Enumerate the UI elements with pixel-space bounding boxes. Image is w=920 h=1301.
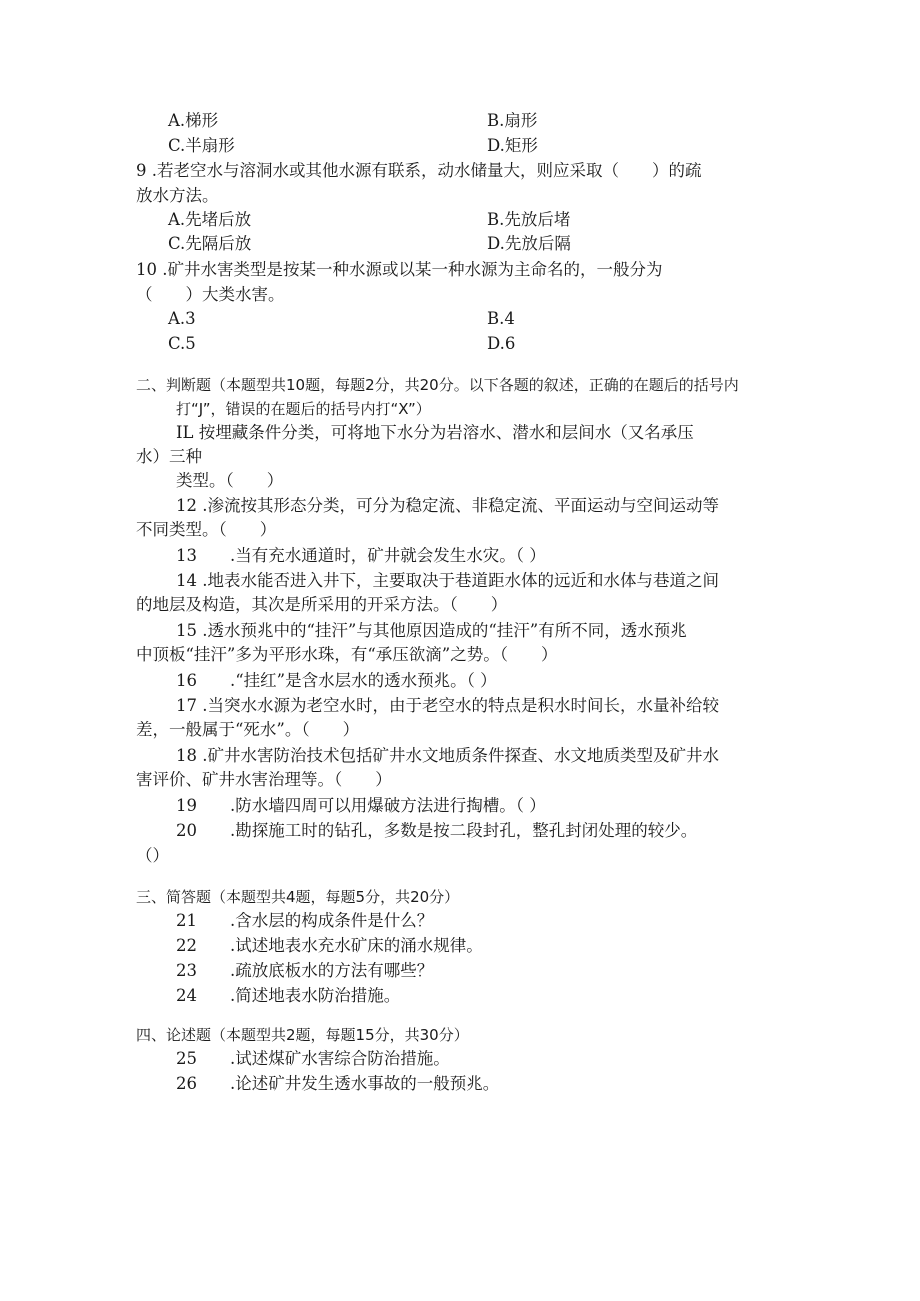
q22-text: .试述地表水充水矿床的涌水规律。 <box>230 936 483 955</box>
q21 <box>176 910 433 932</box>
q20 <box>176 820 697 842</box>
q8-option-d: D.矩形 <box>487 136 538 155</box>
q26 <box>176 1073 499 1095</box>
q9-stem-line2: 放水方法。 <box>136 186 219 205</box>
q19-number: 19 <box>176 796 197 815</box>
q16-number: 16 <box>176 671 197 690</box>
q12-line2: 不同类型。（ ） <box>136 520 277 539</box>
section2-heading: 二、判断题（本题型共10题，每题2分，共20分。以下各题的叙述，正确的在题后的括号内 <box>136 376 739 394</box>
q15-line1: 15 .透水预兆中的“挂汗”与其他原因造成的“挂汗”有所不同，透水预兆 <box>176 621 687 640</box>
q11-line2: 水）三种 <box>136 447 202 466</box>
q9-option-b: B.先放后堵 <box>487 210 571 229</box>
q25-number: 25 <box>176 1049 197 1068</box>
q10-option-d: D.6 <box>487 334 516 353</box>
q10-stem-line1: 10 .矿井水害类型是按某一种水源或以某一种水源为主命名的，一般分为 <box>136 260 663 279</box>
q9-option-d: D.先放后隔 <box>487 234 571 253</box>
q8-option-a: A.梯形 <box>168 111 219 130</box>
q22 <box>176 935 483 957</box>
q11-line3: 类型。（ ） <box>176 471 284 490</box>
q26-text: .论述矿井发生透水事故的一般预兆。 <box>230 1074 500 1093</box>
q22-number: 22 <box>176 936 197 955</box>
q20-text: .勘探施工时的钻孔，多数是按二段封孔，整孔封闭处理的较少。 <box>230 821 698 840</box>
q8-option-b: B.扇形 <box>487 111 538 130</box>
q17-line1: 17 .当突水水源为老空水时，由于老空水的特点是积水时间长，水量补给较 <box>176 696 719 715</box>
q24-text: .简述地表水防治措施。 <box>230 986 401 1005</box>
q23-number: 23 <box>176 961 197 980</box>
q10-option-b: B.4 <box>487 309 515 328</box>
q10-option-a: A.3 <box>168 309 196 328</box>
q13-number: 13 <box>176 546 197 565</box>
q16 <box>176 670 497 692</box>
q23-text: .疏放底板水的方法有哪些？ <box>230 961 434 980</box>
q10-option-c: C.5 <box>168 334 196 353</box>
q17-line2: 差，一般属于“死水”。（ ） <box>136 720 360 739</box>
q21-text: .含水层的构成条件是什么？ <box>230 911 434 930</box>
q25 <box>176 1048 450 1070</box>
q25-text: .试述煤矿水害综合防治措施。 <box>230 1049 450 1068</box>
q12-line1: 12 .渗流按其形态分类，可分为稳定流、非稳定流、平面运动与空间运动等 <box>176 496 719 515</box>
q14-line2: 的地层及构造，其次是所采用的开采方法。（ ） <box>136 595 508 614</box>
q19-text: .防水墙四周可以用爆破方法进行掏槽。（ ） <box>230 796 546 815</box>
q23 <box>176 960 433 982</box>
q8-option-c: C.半扇形 <box>168 136 235 155</box>
q18-line1: 18 .矿井水害防治技术包括矿井水文地质条件探查、水文地质类型及矿井水 <box>176 746 719 765</box>
q20-number: 20 <box>176 821 197 840</box>
q14-line1: 14 .地表水能否进入井下，主要取决于巷道距水体的远近和水体与巷道之间 <box>176 571 719 590</box>
q24-number: 24 <box>176 986 197 1005</box>
q18-line2: 害评价、矿井水害治理等。（ ） <box>136 770 392 789</box>
q13-text: .当有充水通道时，矿井就会发生水灾。（ ） <box>230 546 546 565</box>
section4-heading: 四、论述题（本题型共2题，每题15分，共30分） <box>136 1026 469 1044</box>
q15-line2: 中顶板“挂汗”多为平形水珠，有“承压欲滴”之势。（ ） <box>136 645 558 664</box>
q24 <box>176 985 400 1007</box>
q9-stem-line1: 9 .若老空水与溶洞水或其他水源有联系，动水储量大，则应采取（ ）的疏 <box>136 161 702 180</box>
q9-option-c: C.先隔后放 <box>168 234 252 253</box>
q11-line1: IL 按埋藏条件分类，可将地下水分为岩溶水、潜水和层间水（又名承压 <box>176 423 694 442</box>
q19 <box>176 795 546 817</box>
q16-text: .“挂红”是含水层水的透水预兆。（ ） <box>230 671 497 690</box>
q21-number: 21 <box>176 911 197 930</box>
q13 <box>176 545 546 567</box>
q10-stem-line2: （ ）大类水害。 <box>136 285 285 304</box>
q20-line2: （） <box>136 846 169 865</box>
section2-heading-line2: 打“J”，错误的在题后的括号内打“X”） <box>176 400 431 418</box>
section3-heading: 三、简答题（本题型共4题，每题5分，共20分） <box>136 888 460 906</box>
q9-option-a: A.先堵后放 <box>168 210 252 229</box>
q26-number: 26 <box>176 1074 197 1093</box>
